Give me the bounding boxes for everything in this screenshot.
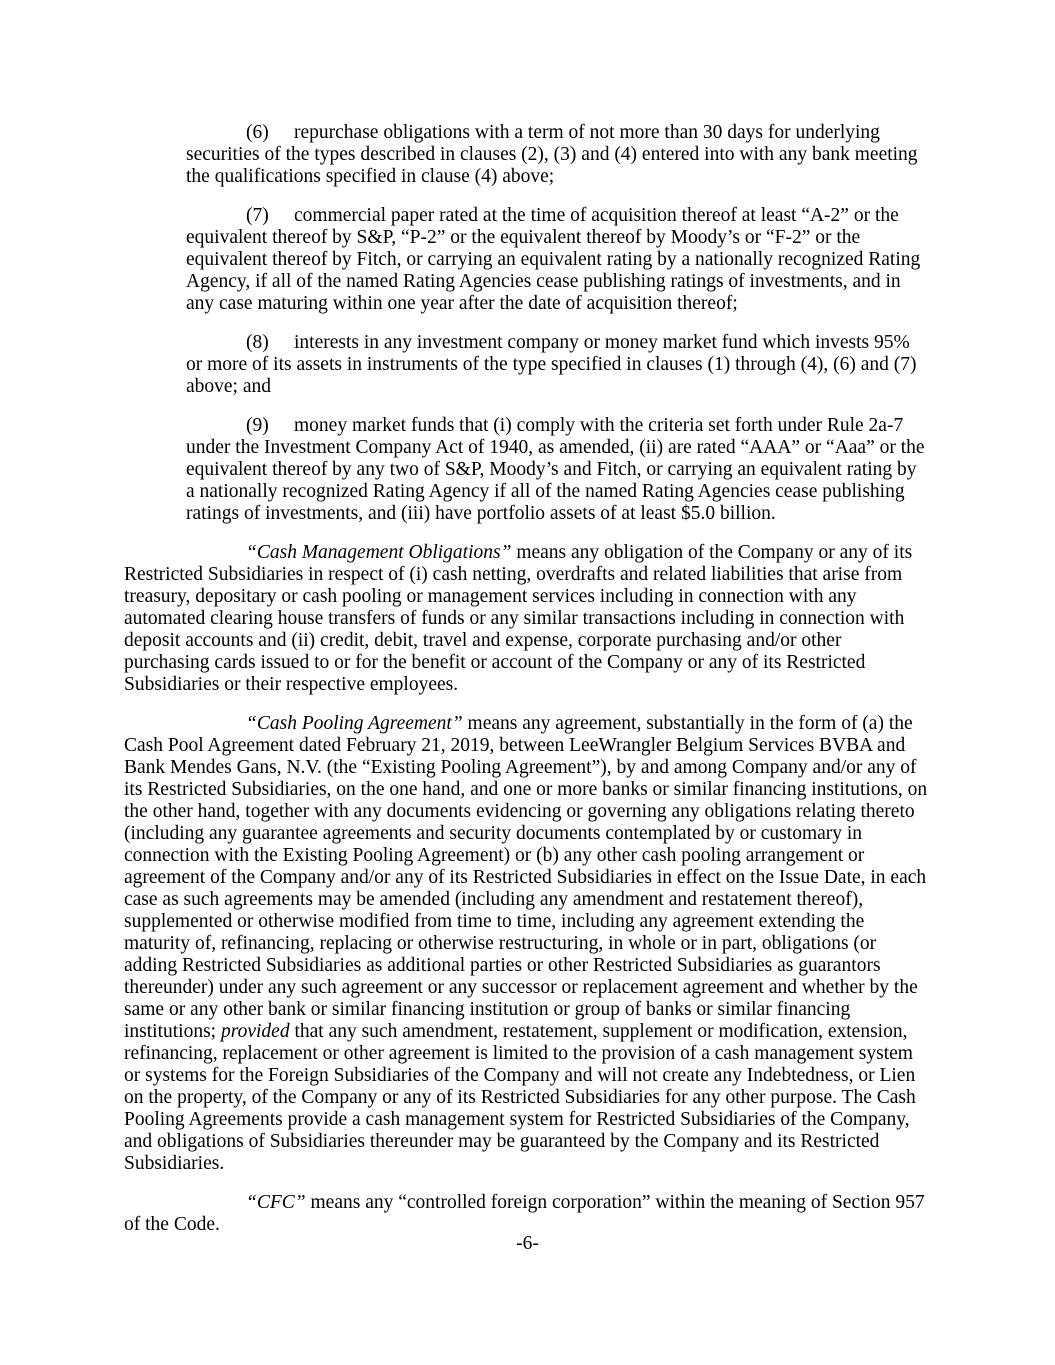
definition-text: means any “controlled foreign corporation” within the meaning of Section 957 of the Code. (124, 1192, 925, 1235)
clause-number: (8) (246, 332, 269, 353)
proviso-italic-word: provided (220, 1021, 290, 1042)
clause-text: money market funds that (i) comply with the criteria set forth under Rule 2a-7 under the Investment Company Act of 1940, as amended, (ii) are rated “AAA” or “Aaa” or the equivalent thereof by any two of S&P, Moody’s and Fitch, or carrying an equivalent rating by a nationally recognized Rating Agency if all of the named Rating Agencies cease publishing ratings of investments, and (iii) have portfolio assets of at least $5.0 billion. (186, 415, 925, 524)
clause-number: (9) (246, 415, 269, 436)
clause-text: interests in any investment company or money market fund which invests 95% or more of its assets in instruments of the type specified in clauses (1) through (4), (6) and (7) above; and (186, 332, 917, 397)
clause-paragraph-7 (186, 205, 930, 315)
definition-cash-pooling-agreement (124, 713, 930, 1175)
clause-number: (6) (246, 122, 269, 143)
definition-text-continued: that any such amendment, restatement, supplement or modification, extension, refinancing, replacement or other agreement is limited to the provision of a cash management system or systems for the Foreign Subsidiaries of the Company and will not create any Indebtedness, or Lien on the property, of the Company or any of its Restricted Subsidiaries for any other purpose. The Cash Pooling Agreements provide a cash management system for Restricted Subsidiaries of the Company, and obligations of Subsidiaries thereunder may be guaranteed by the Company and its Restricted Subsidiaries. (124, 1021, 916, 1174)
clause-paragraph-9 (186, 415, 930, 525)
clause-number: (7) (246, 205, 269, 226)
clause-text: repurchase obligations with a term of not more than 30 days for underlying securities of the types described in clauses (2), (3) and (4) entered into with any bank meeting the qualifications specified in clause (4) above; (186, 122, 918, 187)
clause-paragraph-8 (186, 332, 930, 398)
definition-cash-management-obligations (124, 542, 930, 696)
clause-text: commercial paper rated at the time of acquisition thereof at least “A-2” or the equivalent thereof by S&P, “P-2” or the equivalent thereof by Moody’s or “F-2” or the equivalent thereof by Fitch, or carrying an equivalent rating by a nationally recognized Rating Agency, if all of the named Rating Agencies cease publishing ratings of investments, and in any case maturing within one year after the date of acquisition thereof; (186, 205, 921, 314)
definition-text: means any obligation of the Company or any of its Restricted Subsidiaries in respect of (i) cash netting, overdrafts and related liabilities that arise from treasury, depositary or cash pooling or management services including in connection with any automated clearing house transfers of funds or any similar transactions including in connection with deposit accounts and (ii) credit, debit, travel and expense, corporate purchasing and/or other purchasing cards issued to or for the benefit or account of the Company or any of its Restricted Subsidiaries or their respective employees. (124, 542, 913, 695)
definition-text: means any agreement, substantially in the form of (a) the Cash Pool Agreement dated February 21, 2019, between LeeWrangler Belgium Services BVBA and Bank Mendes Gans, N.V. (the “Existing Pooling Agreement”), by and among Company and/or any of its Restricted Subsidiaries, on the one hand, and one or more banks or similar financing institutions, on the other hand, together with any documents evidencing or governing any obligations relating thereto (including any guarantee agreements and security documents contemplated by or customary in connection with the Existing Pooling Agreement) or (b) any other cash pooling arrangement or agreement of the Company and/or any of its Restricted Subsidiaries in effect on the Issue Date, in each case as such agreements may be amended (including any amendment and restatement thereof), supplemented or otherwise modified from time to time, including any agreement extending the maturity of, refinancing, replacing or otherwise restructuring, in whole or in part, obligations (or adding Restricted Subsidiaries as additional parties or other Restricted Subsidiaries as guarantors thereunder) under any such agreement or any successor or replacement agreement and whether by the same or any other bank or similar financing institution or group of banks or similar financing institutions; (124, 713, 928, 1042)
defined-term: “Cash Management Obligations” (246, 542, 512, 563)
clause-paragraph-6 (186, 122, 930, 188)
definition-cfc (124, 1192, 930, 1236)
page-number: -6- (516, 1233, 539, 1254)
defined-term: “Cash Pooling Agreement” (246, 713, 463, 734)
defined-term: “CFC” (246, 1192, 306, 1213)
